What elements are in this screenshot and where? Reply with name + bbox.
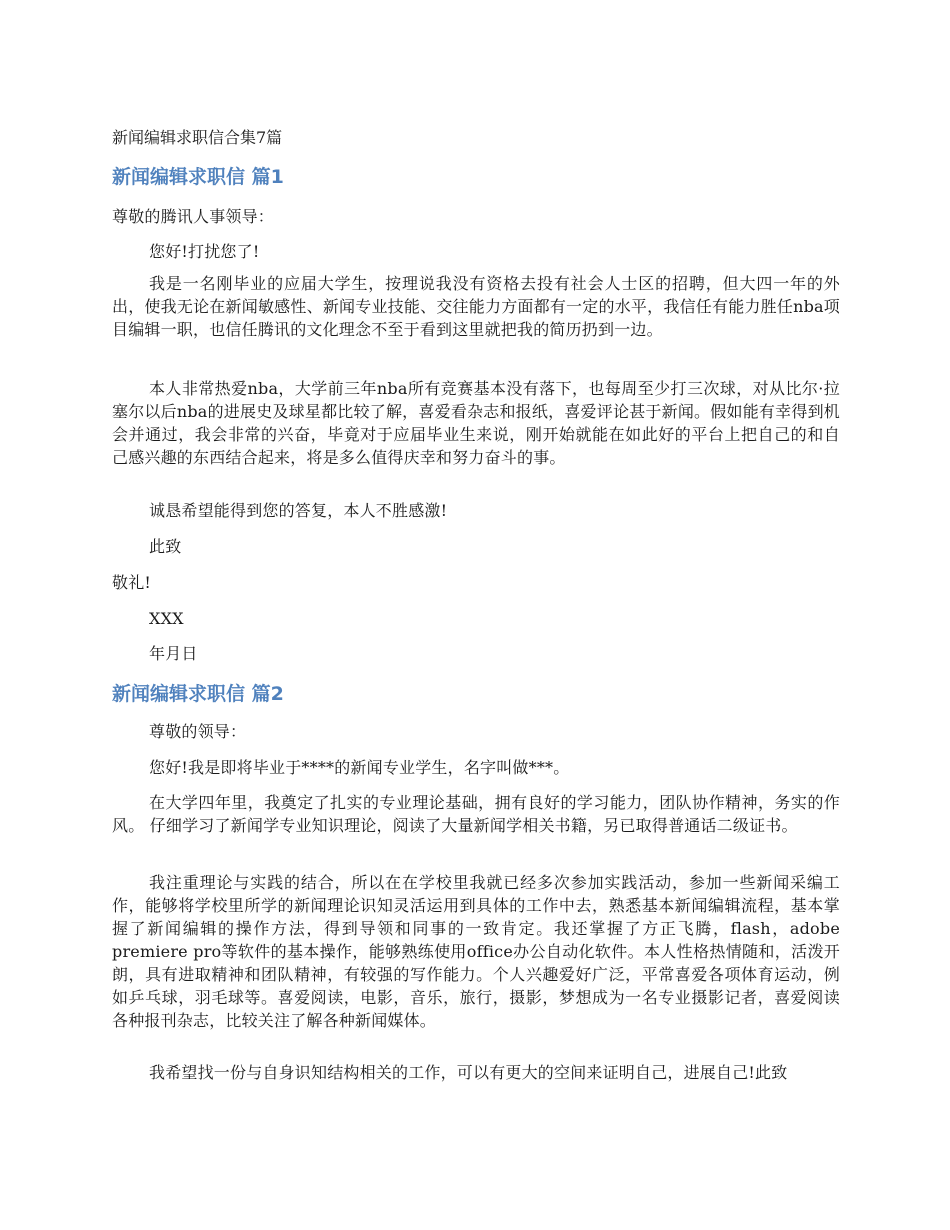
salutation: 尊敬的腾讯人事领导：	[112, 207, 275, 226]
salutation: 尊敬的领导：	[149, 722, 247, 741]
body-paragraph: 我是一名刚毕业的应届大学生，按理说我没有资格去投有社会人士区的招聘，但大四一年的外出，使我无论在新闻敏感性、新闻专业技能、交往能力方面都有一定的水平，我信任有能力胜任nba项目编辑一职，也信任腾讯的文化理念不至于看到这里就把我的简历扔到一边。	[112, 274, 840, 339]
closing-request: 诚恳希望能得到您的答复，本人不胜感激!	[149, 501, 448, 520]
section-heading-1: 新闻编辑求职信 篇1	[112, 166, 284, 188]
closing-cizhi: 此致	[149, 537, 182, 556]
greeting: 您好!打扰您了!	[149, 242, 260, 261]
body-paragraph: 我注重理论与实践的结合，所以在在学校里我就已经多次参加实践活动，参加一些新闻采编工作，能够将学校里所学的新闻理论识知灵活运用到具体的工作中去，熟悉基本新闻编辑流程，基本掌握了新闻编辑的操作方法，得到导领和同事的一致肯定。我还掌握了方正飞腾，flash，adobe premiere pro等软件的基本操作，能够熟练使用office办公自动化软件。本人性格热情随和，活泼开朗，具有进取精神和团队精神，有较强的写作能力。个人兴趣爱好广泛，平常喜爱各项体育运动，例如乒乓球，羽毛球等。喜爱阅读，电影，音乐，旅行，摄影，梦想成为一名专业摄影记者，喜爱阅读各种报刊杂志，比较关注了解各种新闻媒体。	[112, 873, 840, 1030]
greeting: 您好!我是即将毕业于****的新闻专业学生，名字叫做***。	[149, 758, 570, 777]
signature-date: 年月日	[149, 644, 198, 663]
body-paragraph: 本人非常热爱nba，大学前三年nba所有竞赛基本没有落下，也每周至少打三次球，对从比尔·拉塞尔以后nba的进展史及球星都比较了解，喜爱看杂志和报纸，喜爱评论甚于新闻。假如能有幸得到机会并通过，我会非常的兴奋，毕竟对于应届毕业生来说，刚开始就能在如此好的平台上把自己的和自己感兴趣的东西结合起来，将是多么值得庆幸和努力奋斗的事。	[112, 379, 840, 467]
document-title: 新闻编辑求职信合集7篇	[112, 128, 283, 147]
body-paragraph: 在大学四年里，我奠定了扎实的专业理论基础，拥有良好的学习能力，团队协作精神，务实的作风。 仔细学习了新闻学专业知识理论，阅读了大量新闻学相关书籍，另已取得普通话二级证书。	[112, 793, 840, 835]
section-heading-2: 新闻编辑求职信 篇2	[112, 683, 284, 705]
body-paragraph: 我希望找一份与自身识知结构相关的工作，可以有更大的空间来证明自己，进展自己!此致	[149, 1063, 788, 1082]
signature-name: XXX	[149, 609, 184, 628]
closing-jingli: 敬礼!	[112, 573, 152, 592]
